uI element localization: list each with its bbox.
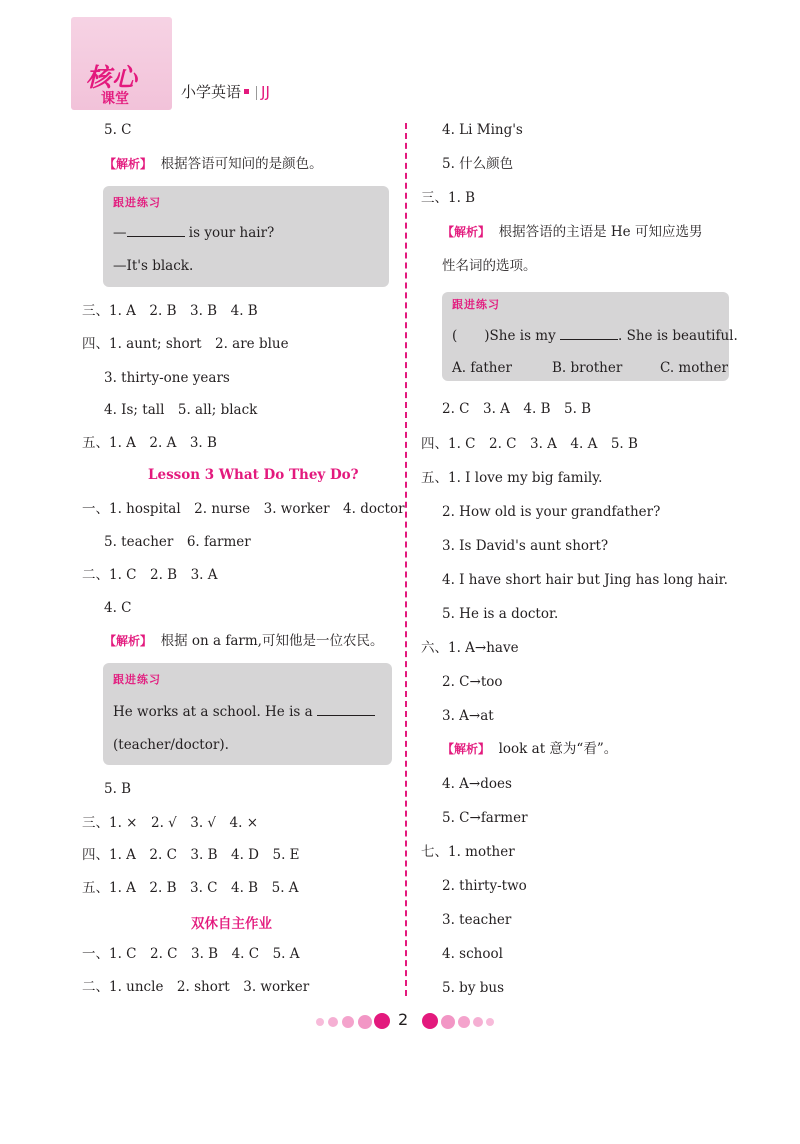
dot-icon	[358, 1015, 372, 1029]
answer-line: 3. thirty-one years	[104, 370, 230, 386]
analysis-text: look at 意为“看”。	[498, 741, 618, 757]
dot-icon	[342, 1016, 354, 1028]
analysis-tag: 【解析】	[442, 225, 491, 239]
answer-line: 七、1. mother	[421, 844, 515, 860]
answer-blank	[560, 327, 618, 340]
answer-line: 5. teacher 6. farmer	[104, 534, 251, 550]
dot-icon	[316, 1018, 324, 1026]
answer-line: 3. A→at	[442, 708, 494, 724]
answer-line: 5. 什么颜色	[442, 156, 514, 172]
answer-line: 4. C	[104, 600, 132, 616]
answer-line: 3. Is David's aunt short?	[442, 538, 609, 554]
analysis-text: 根据 on a farm,可知他是一位农民。	[160, 633, 384, 649]
question-text-end: . She is beautiful.	[618, 328, 738, 344]
page-header	[181, 81, 270, 102]
answer-line: 4. Li Ming's	[442, 122, 523, 138]
practice-box	[442, 292, 738, 381]
answer-line: 4. Is; tall 5. all; black	[104, 402, 258, 418]
dot-icon	[374, 1013, 390, 1029]
practice-box	[103, 186, 389, 287]
practice-label: 跟进练习	[113, 196, 161, 209]
answer-line: 一、1. hospital 2. nurse 3. worker 4. doctor	[82, 501, 405, 517]
answer-line: 4. I have short hair but Jing has long hair.	[442, 572, 728, 588]
answer-line: 五、1. I love my big family.	[421, 470, 603, 486]
dot-icon	[486, 1018, 494, 1026]
practice-answer: —It's black.	[113, 258, 194, 274]
page-number: 2	[398, 1010, 409, 1029]
analysis-line	[442, 740, 617, 758]
practice-question	[113, 224, 274, 242]
answer-line: 2. thirty-two	[442, 878, 527, 894]
answer-line: 5. B	[104, 781, 132, 797]
analysis-continued: 性名词的选项。	[442, 258, 537, 274]
answer-line: 二、1. C 2. B 3. A	[82, 567, 218, 583]
answer-line: 3. teacher	[442, 912, 512, 928]
question-text: He works at a school. He is a	[113, 704, 313, 720]
practice-label: 跟进练习	[113, 673, 161, 686]
question-text: ( )She is my	[452, 328, 556, 344]
answer-line: 一、1. C 2. C 3. B 4. C 5. A	[82, 946, 300, 962]
analysis-line	[104, 155, 323, 173]
answer-line: 四、1. aunt; short 2. are blue	[82, 336, 289, 352]
analysis-text: 根据答语可知问的是颜色。	[160, 156, 323, 172]
edition-label: JJ	[261, 83, 270, 101]
practice-options: (teacher/doctor).	[113, 737, 229, 753]
dot-icon	[328, 1017, 338, 1027]
analysis-tag: 【解析】	[104, 634, 153, 648]
answer-line: 4. school	[442, 946, 503, 962]
answer-line: 三、1. B	[421, 190, 476, 206]
answer-line: 二、1. uncle 2. short 3. worker	[82, 979, 310, 995]
answer-blank	[127, 224, 185, 237]
column-divider	[405, 123, 407, 996]
answer-line: 5. C→farmer	[442, 810, 528, 826]
analysis-tag: 【解析】	[442, 742, 491, 756]
option-b: B. brother	[552, 360, 623, 376]
dot-icon	[458, 1016, 470, 1028]
section-title: 双休自主作业	[191, 916, 272, 932]
dot-icon	[473, 1017, 483, 1027]
analysis-line	[104, 632, 383, 650]
logo-subtitle: 课堂	[101, 91, 129, 107]
practice-label: 跟进练习	[452, 298, 500, 311]
analysis-line	[442, 223, 702, 241]
header-square-icon	[244, 89, 249, 94]
dot-icon	[422, 1013, 438, 1029]
answer-line: 5. by bus	[442, 980, 504, 996]
answer-line: 5. He is a doctor.	[442, 606, 559, 622]
subject-label: 小学英语	[181, 83, 242, 101]
answer-line: 五、1. A 2. A 3. B	[82, 435, 217, 451]
dot-icon	[441, 1015, 455, 1029]
lesson-title: Lesson 3 What Do They Do?	[148, 467, 359, 483]
answer-line: 2. How old is your grandfather?	[442, 504, 661, 520]
answer-blank	[317, 703, 375, 716]
analysis-text: 根据答语的主语是 He 可知应选男	[498, 224, 703, 240]
question-dash: —	[113, 225, 127, 241]
answer-line: 2. C 3. A 4. B 5. B	[442, 401, 592, 417]
option-a: A. father	[452, 360, 512, 376]
answer-line: 三、1. × 2. √ 3. √ 4. ×	[82, 815, 259, 831]
question-text: is your hair?	[188, 225, 275, 241]
header-divider	[256, 86, 257, 100]
answer-line: 五、1. A 2. B 3. C 4. B 5. A	[82, 880, 299, 896]
practice-question	[113, 703, 375, 721]
logo-title: 核心	[86, 63, 139, 92]
answer-line: 5. C	[104, 122, 132, 138]
practice-box	[103, 663, 392, 765]
practice-question	[452, 327, 738, 345]
answer-line: 四、1. A 2. C 3. B 4. D 5. E	[82, 847, 300, 863]
answer-line: 四、1. C 2. C 3. A 4. A 5. B	[421, 436, 638, 452]
answer-line: 4. A→does	[442, 776, 512, 792]
option-c: C. mother	[660, 360, 728, 376]
answer-line: 六、1. A→have	[421, 640, 519, 656]
analysis-tag: 【解析】	[104, 157, 153, 171]
answer-line: 2. C→too	[442, 674, 503, 690]
answer-line: 三、1. A 2. B 3. B 4. B	[82, 303, 258, 319]
